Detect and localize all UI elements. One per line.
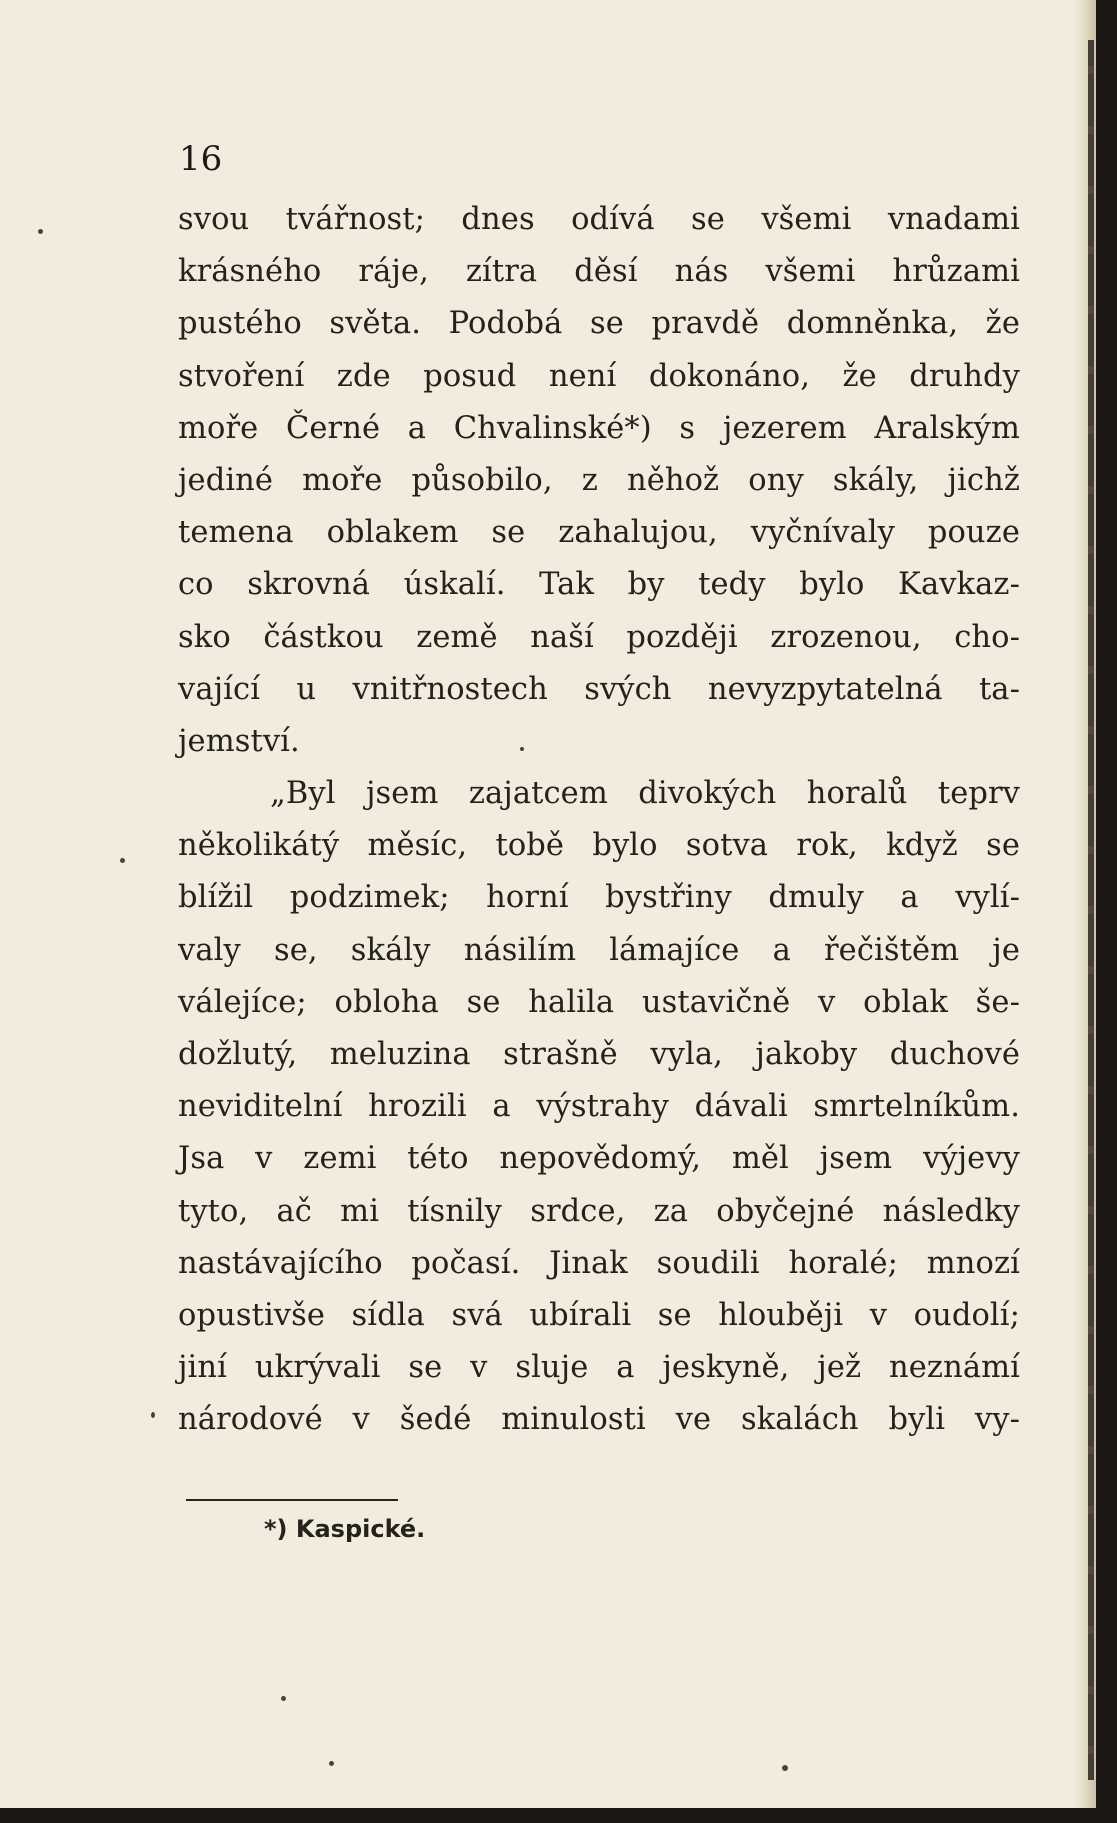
text-line: stvoření zde posud není dokonáno, že druhdy <box>178 358 1020 394</box>
text-line: blížil podzimek; horní bystřiny dmuly a vylí- <box>178 880 1020 916</box>
text-line: co skrovná úskalí. Tak by tedy bylo Kavkaz- <box>178 567 1020 603</box>
page-number: 16 <box>179 139 223 179</box>
body-text <box>178 194 1020 1447</box>
paper-speck <box>281 1696 286 1701</box>
text-line: dožlutý, meluzina strašně vyla, jakoby duchové <box>178 1037 1020 1072</box>
text-line: národové v šedé minulosti ve skalách byli vy- <box>178 1402 1020 1438</box>
paper-speck <box>38 229 43 234</box>
text-line: svou tvářnost; dnes odívá se všemi vnadami <box>178 202 1020 237</box>
text-line: tyto, ač mi tísnily srdce, za obyčejné následky <box>178 1193 1020 1229</box>
text-line: moře Černé a Chvalinské*) s jezerem Aralským <box>178 410 1020 446</box>
text-line: krásného ráje, zítra děsí nás všemi hrůzami <box>178 254 1020 290</box>
text-line: Jsa v zemi této nepovědomý, měl jsem výjevy <box>178 1141 1020 1177</box>
text-line: jiní ukrývali se v sluje a jeskyně, jež neznámí <box>178 1350 1020 1386</box>
binding-edge <box>1088 40 1094 1780</box>
paper-speck <box>782 1765 788 1771</box>
footnote-divider <box>186 1499 398 1501</box>
text-line: válejíce; obloha se halila ustavičně v oblak še- <box>178 984 1020 1020</box>
text-line: opustivše sídla svá ubírali se hlouběji v oudolí; <box>178 1297 1020 1333</box>
text-line: vající u vnitřnostech svých nevyzpytatelná ta- <box>178 671 1020 707</box>
text-line: sko částkou země naší později zrozenou, cho- <box>178 619 1020 655</box>
text-line: neviditelní hrozili a výstrahy dávali smrtelníkům. <box>178 1089 1020 1125</box>
text-line: několikátý měsíc, tobě bylo sotva rok, když se <box>178 828 1020 864</box>
paper-speck <box>151 1412 155 1418</box>
paper-speck <box>329 1761 334 1766</box>
footnote: *) Kaspické. <box>264 1515 426 1543</box>
text-line: pustého světa. Podobá se pravdě domněnka, že <box>178 306 1020 342</box>
paper-speck <box>520 747 524 751</box>
text-line: nastávajícího počasí. Jinak soudili horalé; mnozí <box>178 1245 1020 1281</box>
paper-speck <box>120 858 125 863</box>
paragraph-start-line: „Byl jsem zajatcem divokých horalů teprv <box>270 776 1020 812</box>
text-line: jediné moře působilo, z něhož ony skály, jichž <box>178 462 1020 498</box>
text-line: temena oblakem se zahalujou, vyčnívaly pouze <box>178 515 1020 551</box>
text-line: jemství. <box>178 723 300 759</box>
text-line: valy se, skály násilím lámajíce a řečištěm je <box>178 932 1020 968</box>
